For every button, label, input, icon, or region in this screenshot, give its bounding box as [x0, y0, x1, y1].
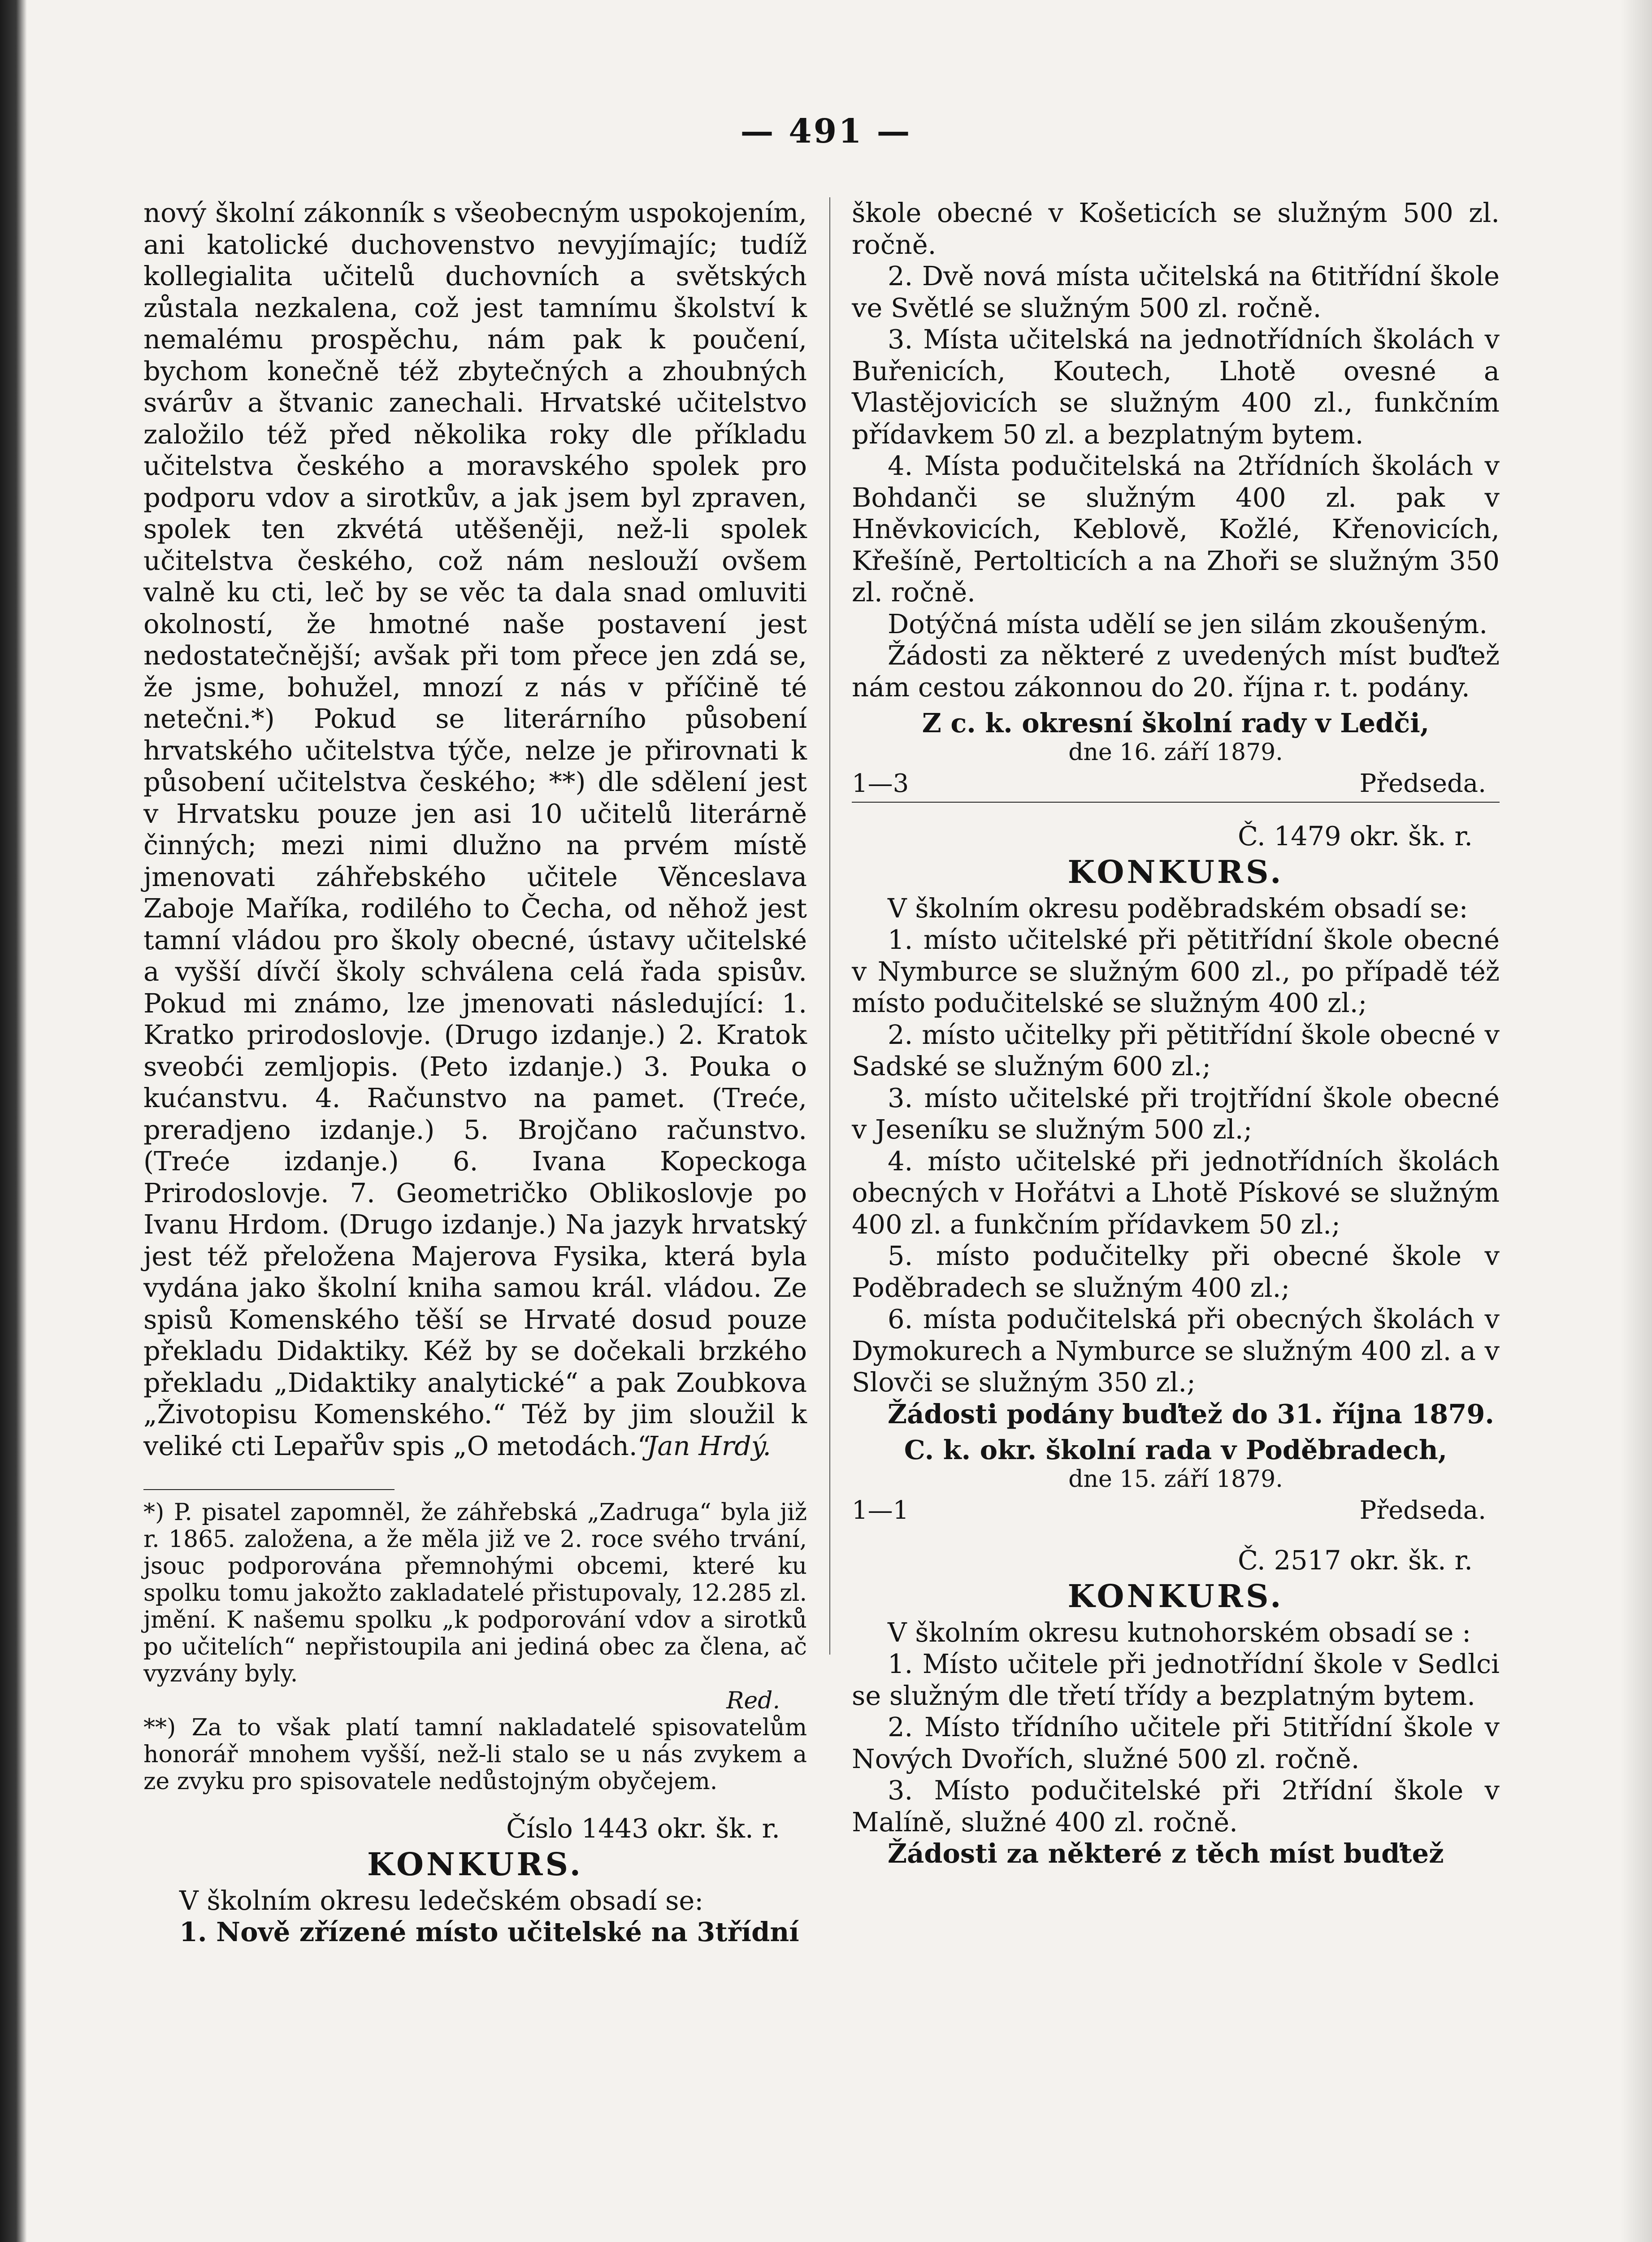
footnote-1: *) P. pisatel zapomněl, že záhřebská „Zadruga“ byla již r. 1865. založena, a že měla již ve 2. roce svého trvání, jsouc podporována přemnohými obcemi, které ku spolku tomu jakožto zakladatelé přistupovaly, 12.285 zl. jmění. K našemu spolku „k podporování vdov a sirotků po učitelích“ nepřistoupila ani jediná obec za člena, ač vyzvány byly. — [143, 1499, 807, 1687]
konkurs-ledec-number: Číslo 1443 okr. šk. r. — [506, 1812, 780, 1844]
konkurs-podebrady-number: Č. 1479 okr. šk. r. — [1238, 820, 1473, 852]
podebrady-authority: C. k. okr. školní rada v Poděbradech, — [904, 1434, 1448, 1465]
konkurs-ledec-intro: V školním okresu ledečském obsadí se: — [179, 1885, 704, 1916]
konkurs-podebrady-intro: V školním okresu poděbradském obsadí se: — [888, 892, 1468, 924]
footnotes — [143, 1489, 807, 1795]
left-column — [143, 197, 807, 1948]
ledec-date: dne 16. září 1879. — [1068, 739, 1283, 766]
kutna-deadline: Žádosti za některé z těch míst buďtež — [888, 1838, 1444, 1869]
konkurs-ledec — [143, 1813, 807, 1948]
podebrady-item-3: 3. místo učitelské při trojtřídní škole obecné v Jeseníku se služným 500 zl.; — [852, 1082, 1500, 1145]
podebrady-deadline: Žádosti podány buďtež do 31. října 1879. — [888, 1398, 1494, 1429]
kutna-item-3: 3. Místo podučitelské při 2třídní škole v Malíně, služné 400 zl. ročně. — [852, 1775, 1500, 1838]
ledec-ref: 1—3 — [852, 769, 909, 798]
ledec-item-3: 3. Místa učitelská na jednotřídních školách v Buřenicích, Koutech, Lhotě ovesné a Vlastějovicích se služným 400 zl., funkčním přídavkem 50 zl. a bezplatným bytem. — [852, 324, 1500, 450]
footnote-2: **) Za to však platí tamní nakladatelé spisovatelům honorář mnohem vyšší, než-li stalo se u nás zvykem a ze zvyku pro spisovatele nedůstojným obyčejem. — [143, 1714, 807, 1795]
column-divider — [829, 197, 830, 1655]
podebrady-item-6: 6. místa podučitelská při obecných školách v Dymokurech a Nymburce se služným 400 zl. a v Slovči se služným 350 zl.; — [852, 1303, 1500, 1398]
podebrady-item-4: 4. místo učitelské při jednotřídních školách obecných v Hořátvi a Lhotě Pískové se služným 400 zl. a funkčním přídavkem 50 zl.; — [852, 1145, 1500, 1240]
ledec-note: Dotýčná místa udělí se jen silám zkoušeným. — [888, 608, 1488, 639]
ledec-signer: Předseda. — [1359, 769, 1486, 798]
ledec-authority: Z c. k. okresní školní rady v Ledči, — [922, 708, 1430, 739]
konkurs-podebrady — [852, 821, 1500, 1527]
podebrady-item-2: 2. místo učitelky při pětitřídní škole obecné v Sadské se služným 600 zl.; — [852, 1019, 1500, 1082]
ledec-item-2: 2. Dvě nová místa učitelská na 6titřídní škole ve Světlé se služným 500 zl. ročně. — [852, 261, 1500, 323]
podebrady-date: dne 15. září 1879. — [1068, 1465, 1283, 1493]
konkurs-ledec-title: KONKURS. — [367, 1846, 583, 1883]
konkurs-kutna-intro: V školním okresu kutnohorském obsadí se : — [888, 1616, 1471, 1648]
kutna-item-1: 1. Místo učitele při jednotřídní škole v Sedlci se služným dle třetí třídy a bezplatným bytem. — [852, 1648, 1500, 1711]
scan-edge-shadow — [0, 0, 27, 2242]
ledec-signature-row — [852, 768, 1500, 803]
article-body: nový školní zákonník s všeobecným uspokojením, ani katolické duchovenstvo nevyjímajíc; tudíž kollegialita učitelů duchovních a světských zůstala nezkalena, což jest tamnímu školství k nemalému prospěchu, nám pak k poučení, bychom konečně též zbytečných a zhoubných svárův a štvanic zanechali. Hrvatské učitelstvo založilo též před několika roky dle příkladu učitelstva českého a moravského spolek pro podporu vdov a sirotkův, a jak jsem byl zpraven, spolek ten zkvétá utěšeněji, než-li spolek učitelstva českého, což nám neslouží ovšem valně ku cti, leč by se věc ta dala snad omluviti okolností, že hmotné naše postavení jest nedostatečnější; avšak při tom přece jen zdá se, že jsme, bohužel, mnozí z nás v příčině té netečni.*) Pokud se literárního působení hrvatského učitelstva týče, nelze je přirovnati k působení učitelstva českého; **) dle sdělení jest v Hrvatsku pouze jen asi 10 učitelů literárně činných; mezi nimi dlužno na prvém místě jmenovati záhřebského učitele Věnceslava Zaboje Maříka, rodilého to Čecha, od něhož jest tamní vládou pro školy obecné, ústavy učitelské a vyšší dívčí školy schválena celá řada spisův. Pokud mi známo, lze jmenovati následující: 1. Kratko prirodoslovje. (Drugo izdanje.) 2. Kratok sveobći zemljopis. (Peto izdanje.) 3. Pouka o kućanstvu. 4. Računstvo na pamet. (Treće, preradjeno izdanje.) 5. Brojčano računstvo. (Treće izdanje.) 6. Ivana Kopeckoga Prirodoslovje. 7. Geometričko Oblikoslovje po Ivanu Hrdom. (Drugo izdanje.) Na jazyk hrvatský jest též přeložena Majerova Fysika, která byla vydána jako školní kniha samou král. vládou. Ze spisů Komenského těší se Hrvaté dosud pouze překladu Didaktiky. Kéž by se dočekali brzkého překladu „Didaktiky analytické“ a pak Zoubkova „Životopisu Komenského.“ Též by jim sloužil k veliké cti Lepařův spis „O metodách.“ — [143, 197, 807, 1461]
ledec-deadline: Žádosti za některé z uvedených míst buďtež nám cestou zákonnou do 20. října r. t. podány. — [852, 640, 1500, 703]
kutna-item-2: 2. Místo třídního učitele při 5titřídní škole v Nových Dvořích, služné 500 zl. ročně. — [852, 1712, 1500, 1774]
footnote-rule — [143, 1489, 395, 1490]
konkurs-kutna — [852, 1545, 1500, 1870]
article-signature: Jan Hrdý. — [646, 1430, 771, 1461]
ledec-item-4: 4. Místa podučitelská na 2třídních školách v Bohdanči se služným 400 zl. pak v Hněvkovicích, Keblově, Kožlé, Křenovicích, Křešíně, Pertolticích a na Zhoři se služným 350 zl. ročně. — [852, 450, 1500, 608]
podebrady-signature-row — [852, 1495, 1500, 1527]
konkurs-podebrady-title: KONKURS. — [1067, 853, 1284, 891]
podebrady-signer: Předseda. — [1359, 1496, 1486, 1525]
podebrady-item-1: 1. místo učitelské při pětitřídní škole obecné v Nymburce se služným 600 zl., po případě též místo podučitelské se služným 400 zl.; — [852, 924, 1500, 1018]
scan-edge-right — [1621, 0, 1652, 2242]
footnote-1-editor: Red. — [726, 1687, 780, 1714]
podebrady-item-5: 5. místo podučitelky při obecné škole v Poděbradech se služným 400 zl.; — [852, 1240, 1500, 1303]
konkurs-kutna-number: Č. 2517 okr. šk. r. — [1238, 1544, 1473, 1576]
right-column — [852, 197, 1500, 1870]
konkurs-kutna-title: KONKURS. — [1067, 1577, 1284, 1615]
ledec-continuation: škole obecné v Košeticích se služným 500 zl. ročně. — [852, 197, 1500, 260]
page-number: — 491 — — [740, 112, 912, 151]
konkurs-ledec-item-1: 1. Nově zřízené místo učitelské na 3třídní — [179, 1916, 799, 1947]
podebrady-ref: 1—1 — [852, 1496, 909, 1525]
